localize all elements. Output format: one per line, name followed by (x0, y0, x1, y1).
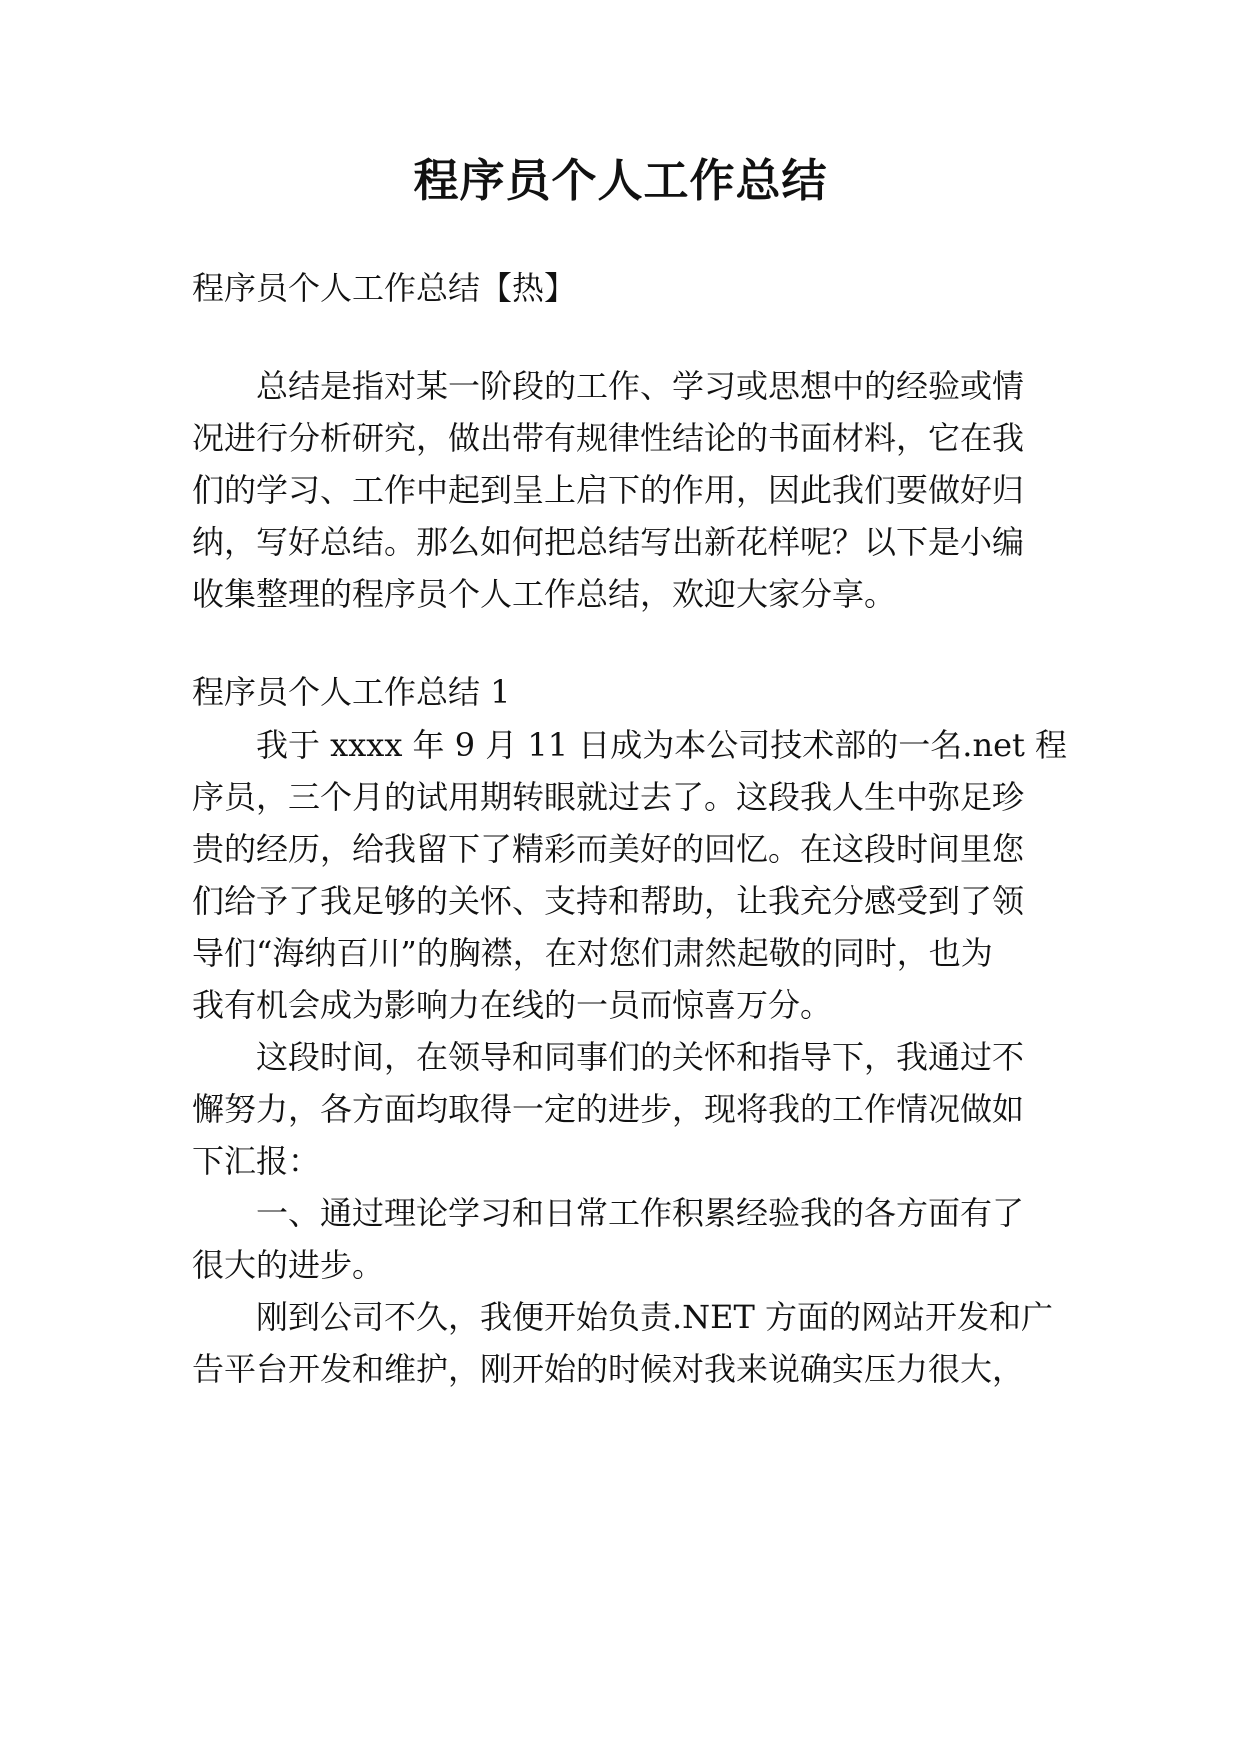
intro-line: 总结是指对某一阶段的工作、学习或思想中的经验或情 (256, 367, 1025, 405)
section-heading: 程序员个人工作总结 1 (192, 673, 511, 711)
intro-line: 纳，写好总结。那么如何把总结写出新花样呢？以下是小编 (192, 523, 1025, 561)
paragraph-line: 刚到公司不久，我便开始负责.NET 方面的网站开发和广 (256, 1298, 1054, 1336)
paragraph-line: 贵的经历，给我留下了精彩而美好的回忆。在这段时间里您 (192, 830, 1025, 868)
paragraph-line: 序员，三个月的试用期转眼就过去了。这段我人生中弥足珍 (192, 778, 1025, 816)
paragraph-line: 下汇报： (192, 1142, 321, 1180)
document-title: 程序员个人工作总结 (413, 154, 828, 207)
paragraph-line: 告平台开发和维护，刚开始的时候对我来说确实压力很大， (192, 1350, 1025, 1388)
paragraph-line: 这段时间，在领导和同事们的关怀和指导下，我通过不 (256, 1038, 1025, 1076)
paragraph-line: 懈努力，各方面均取得一定的进步，现将我的工作情况做如 (192, 1090, 1025, 1128)
paragraph-line: 导们“海纳百川”的胸襟，在对您们肃然起敬的同时，也为 (192, 934, 993, 972)
document-subtitle: 程序员个人工作总结【热】 (192, 269, 577, 307)
intro-line: 况进行分析研究，做出带有规律性结论的书面材料，它在我 (192, 419, 1025, 457)
paragraph-line: 很大的进步。 (192, 1246, 385, 1284)
paragraph-line: 一、通过理论学习和日常工作积累经验我的各方面有了 (256, 1194, 1025, 1232)
paragraph-line: 们给予了我足够的关怀、支持和帮助，让我充分感受到了领 (192, 882, 1025, 920)
intro-line: 们的学习、工作中起到呈上启下的作用，因此我们要做好归 (192, 471, 1025, 509)
paragraph-line: 我有机会成为影响力在线的一员而惊喜万分。 (192, 986, 833, 1024)
paragraph-line: 我于 xxxx 年 9 月 11 日成为本公司技术部的一名.net 程 (256, 726, 1068, 764)
intro-line: 收集整理的程序员个人工作总结，欢迎大家分享。 (192, 575, 897, 613)
